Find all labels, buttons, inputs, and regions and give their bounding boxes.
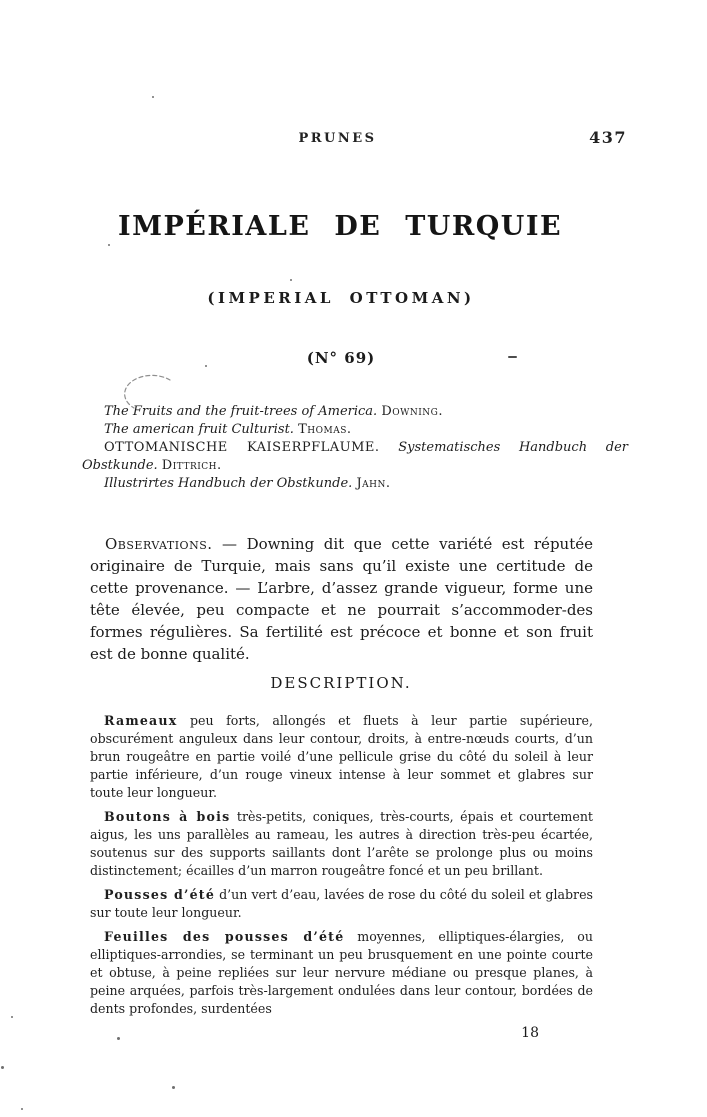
ref-author: Downing. — [381, 404, 444, 419]
ref-title: Systematisches Handbuch der Obstkunde. — [82, 440, 628, 473]
ref-author: Jahn. — [356, 476, 391, 491]
running-title: PRUNES — [298, 131, 377, 146]
ref-title: Illustrirtes Handbuch der Obstkunde. — [104, 476, 353, 491]
ref-author: Thomas. — [298, 422, 352, 437]
paragraph-lead: Feuilles des pousses d’été — [104, 929, 345, 944]
description-paragraph — [90, 886, 593, 922]
stray-dash-mark — [508, 356, 517, 358]
description-heading: DESCRIPTION. — [270, 674, 412, 692]
variety-number: (N° 69) — [306, 349, 376, 367]
pencil-arc-mark — [118, 370, 176, 414]
scan-speck — [21, 1108, 23, 1110]
description-paragraph — [90, 712, 593, 802]
scan-speck — [205, 365, 207, 367]
paragraph-text: peu forts, allongés et fluets à leur partie supérieure, obscurément anguleux dans leur contour, droits, à entre-nœuds courts, d’un brun rougeâtre en partie voilé d’une pellicule grise du côté du soleil à leur partie inférieure, d’un rouge vineux intense à leur sommet et glabres sur toute leur longueur. — [90, 713, 593, 800]
scan-speck — [11, 1016, 13, 1018]
paragraph-text: d’un vert d’eau, lavées de rose du côté du soleil et glabres sur toute leur longueur. — [90, 887, 593, 920]
bibliography-entry — [82, 421, 628, 439]
paragraph-lead: Boutons à bois — [104, 809, 231, 824]
paragraph-lead: Rameaux — [104, 713, 178, 728]
paragraph-text: très-petits, coniques, très-courts, épais et courtement aigus, les uns parallèles au rameau, les autres à direction très-peu écartée, soutenus sur des supports saillants dont l’arête se prolonge plus ou moins distinctement; écailles d’un marron rougeâtre foncé et un peu brillant. — [90, 809, 593, 878]
ref-caps: OTTOMANISCHE KAISERPFLAUME. — [104, 440, 380, 455]
subtitle: (IMPERIAL OTTOMAN) — [207, 289, 475, 307]
description-paragraph — [90, 928, 593, 1018]
scan-speck — [172, 1086, 175, 1089]
scan-speck — [1, 1066, 4, 1069]
scan-speck — [152, 96, 154, 98]
scan-speck — [290, 279, 292, 281]
bibliography — [82, 403, 628, 493]
observations-text: — Downing dit que cette variété est réputée originaire de Turquie, mais sans qu’il existe une certitude de cette provenance. — L’arbre, d’assez grande vigueur, forme une tête élevée, peu compacte et ne pourrait s’accommoder-des formes régulières. Sa fertilité est précoce et bonne et son fruit est de bonne qualité. — [90, 535, 593, 663]
observations-paragraph — [90, 533, 593, 665]
ref-title: The Fruits and the fruit-trees of America. — [104, 404, 378, 419]
bibliography-entry — [82, 439, 628, 475]
paragraph-text: moyennes, elliptiques-élargies, ou elliptiques-arrondies, se terminant un peu brusquement en une pointe courte et obtuse, à peine repliées sur leur nervure médiane ou presque planes, à peine arquées, parfois très-largement ondulées dans leur contour, bordées de dents profondes, surdentées — [90, 929, 593, 1016]
description-section — [90, 712, 593, 1042]
signature-mark: 18 — [521, 1025, 539, 1041]
page-title: IMPÉRIALE DE TURQUIE — [117, 211, 563, 242]
description-paragraph — [90, 808, 593, 880]
ref-title: The american fruit Culturist. — [104, 422, 294, 437]
ref-author: Dittrich. — [161, 458, 222, 473]
scan-speck — [108, 244, 110, 246]
bibliography-entry — [82, 475, 628, 493]
observations-lead: Observations. — [105, 535, 213, 553]
page-number: 437 — [589, 128, 627, 147]
scan-speck — [117, 1037, 120, 1040]
paragraph-lead: Pousses d’été — [104, 887, 216, 902]
